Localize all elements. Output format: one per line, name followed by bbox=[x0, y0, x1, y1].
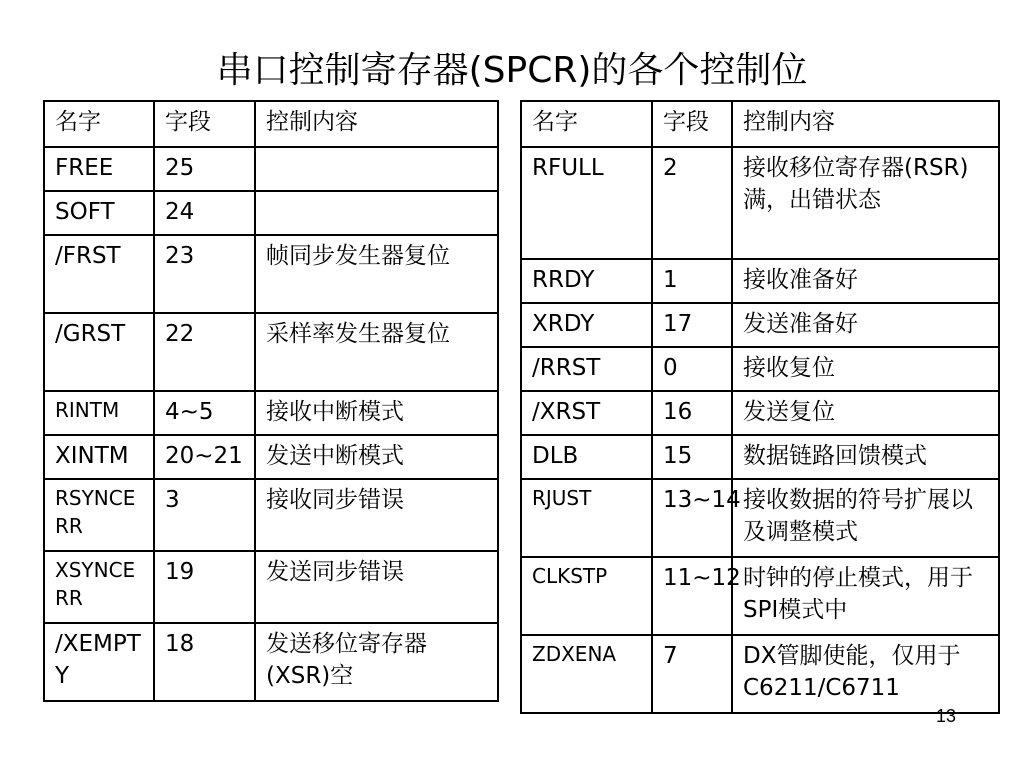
cell-field: 22 bbox=[154, 313, 255, 391]
cell-field: 11~12 bbox=[652, 557, 732, 635]
header-content: 控制内容 bbox=[255, 101, 498, 147]
cell-field: 4~5 bbox=[154, 391, 255, 435]
cell-name: RINTM bbox=[44, 391, 154, 435]
table-row bbox=[521, 635, 999, 713]
table-row bbox=[44, 391, 498, 435]
cell-content: 接收中断模式 bbox=[255, 391, 498, 435]
table-header-row bbox=[44, 101, 498, 147]
table-row bbox=[521, 259, 999, 303]
header-content: 控制内容 bbox=[732, 101, 999, 147]
cell-content: 接收数据的符号扩展以及调整模式 bbox=[732, 479, 999, 557]
cell-name: /XEMPTY bbox=[44, 623, 154, 701]
cell-name: /FRST bbox=[44, 235, 154, 313]
cell-content: DX管脚使能，仅用于C6211/C6711 bbox=[732, 635, 999, 713]
table-row bbox=[44, 479, 498, 551]
cell-content: 发送同步错误 bbox=[255, 551, 498, 623]
cell-field: 24 bbox=[154, 191, 255, 235]
cell-name: /RRST bbox=[521, 347, 652, 391]
cell-content: 接收复位 bbox=[732, 347, 999, 391]
table-row bbox=[521, 391, 999, 435]
cell-content bbox=[255, 147, 498, 191]
cell-name: XRDY bbox=[521, 303, 652, 347]
cell-name: RFULL bbox=[521, 147, 652, 259]
cell-name: RSYNCERR bbox=[44, 479, 154, 551]
cell-content: 接收同步错误 bbox=[255, 479, 498, 551]
header-field: 字段 bbox=[652, 101, 732, 147]
header-field: 字段 bbox=[154, 101, 255, 147]
cell-field: 7 bbox=[652, 635, 732, 713]
cell-field: 2 bbox=[652, 147, 732, 259]
register-table-left bbox=[43, 100, 499, 702]
cell-field: 13~14 bbox=[652, 479, 732, 557]
cell-name: RRDY bbox=[521, 259, 652, 303]
cell-content: 数据链路回馈模式 bbox=[732, 435, 999, 479]
slide-title: 串口控制寄存器(SPCR)的各个控制位 bbox=[216, 50, 808, 91]
table-row bbox=[521, 435, 999, 479]
table-header-row bbox=[521, 101, 999, 147]
cell-name: CLKSTP bbox=[521, 557, 652, 635]
header-name: 名字 bbox=[44, 101, 154, 147]
cell-field: 0 bbox=[652, 347, 732, 391]
cell-field: 15 bbox=[652, 435, 732, 479]
cell-content: 发送复位 bbox=[732, 391, 999, 435]
cell-content: 接收准备好 bbox=[732, 259, 999, 303]
cell-field: 18 bbox=[154, 623, 255, 701]
cell-content: 采样率发生器复位 bbox=[255, 313, 498, 391]
cell-name: /GRST bbox=[44, 313, 154, 391]
table-row bbox=[44, 191, 498, 235]
cell-name: XINTM bbox=[44, 435, 154, 479]
header-name: 名字 bbox=[521, 101, 652, 147]
cell-content: 发送中断模式 bbox=[255, 435, 498, 479]
table-row bbox=[521, 347, 999, 391]
page-number: 13 bbox=[936, 706, 957, 726]
cell-name: RJUST bbox=[521, 479, 652, 557]
cell-content: 发送准备好 bbox=[732, 303, 999, 347]
cell-content bbox=[255, 191, 498, 235]
table-row bbox=[44, 313, 498, 391]
table-row bbox=[44, 623, 498, 701]
cell-name: FREE bbox=[44, 147, 154, 191]
cell-field: 16 bbox=[652, 391, 732, 435]
cell-name: ZDXENA bbox=[521, 635, 652, 713]
cell-name: XSYNCERR bbox=[44, 551, 154, 623]
table-row bbox=[44, 551, 498, 623]
cell-field: 17 bbox=[652, 303, 732, 347]
cell-content: 发送移位寄存器(XSR)空 bbox=[255, 623, 498, 701]
cell-field: 3 bbox=[154, 479, 255, 551]
cell-field: 19 bbox=[154, 551, 255, 623]
cell-field: 25 bbox=[154, 147, 255, 191]
cell-content: 时钟的停止模式，用于SPI模式中 bbox=[732, 557, 999, 635]
cell-name: DLB bbox=[521, 435, 652, 479]
cell-content: 帧同步发生器复位 bbox=[255, 235, 498, 313]
cell-name: /XRST bbox=[521, 391, 652, 435]
table-row bbox=[521, 557, 999, 635]
table-row bbox=[44, 147, 498, 191]
register-table-right bbox=[520, 100, 1000, 714]
table-row bbox=[521, 147, 999, 259]
cell-field: 1 bbox=[652, 259, 732, 303]
table-row bbox=[521, 303, 999, 347]
cell-content: 接收移位寄存器(RSR)满，出错状态 bbox=[732, 147, 999, 259]
table-row bbox=[521, 479, 999, 557]
cell-name: SOFT bbox=[44, 191, 154, 235]
table-row bbox=[44, 235, 498, 313]
cell-field: 23 bbox=[154, 235, 255, 313]
table-row bbox=[44, 435, 498, 479]
cell-field: 20~21 bbox=[154, 435, 255, 479]
